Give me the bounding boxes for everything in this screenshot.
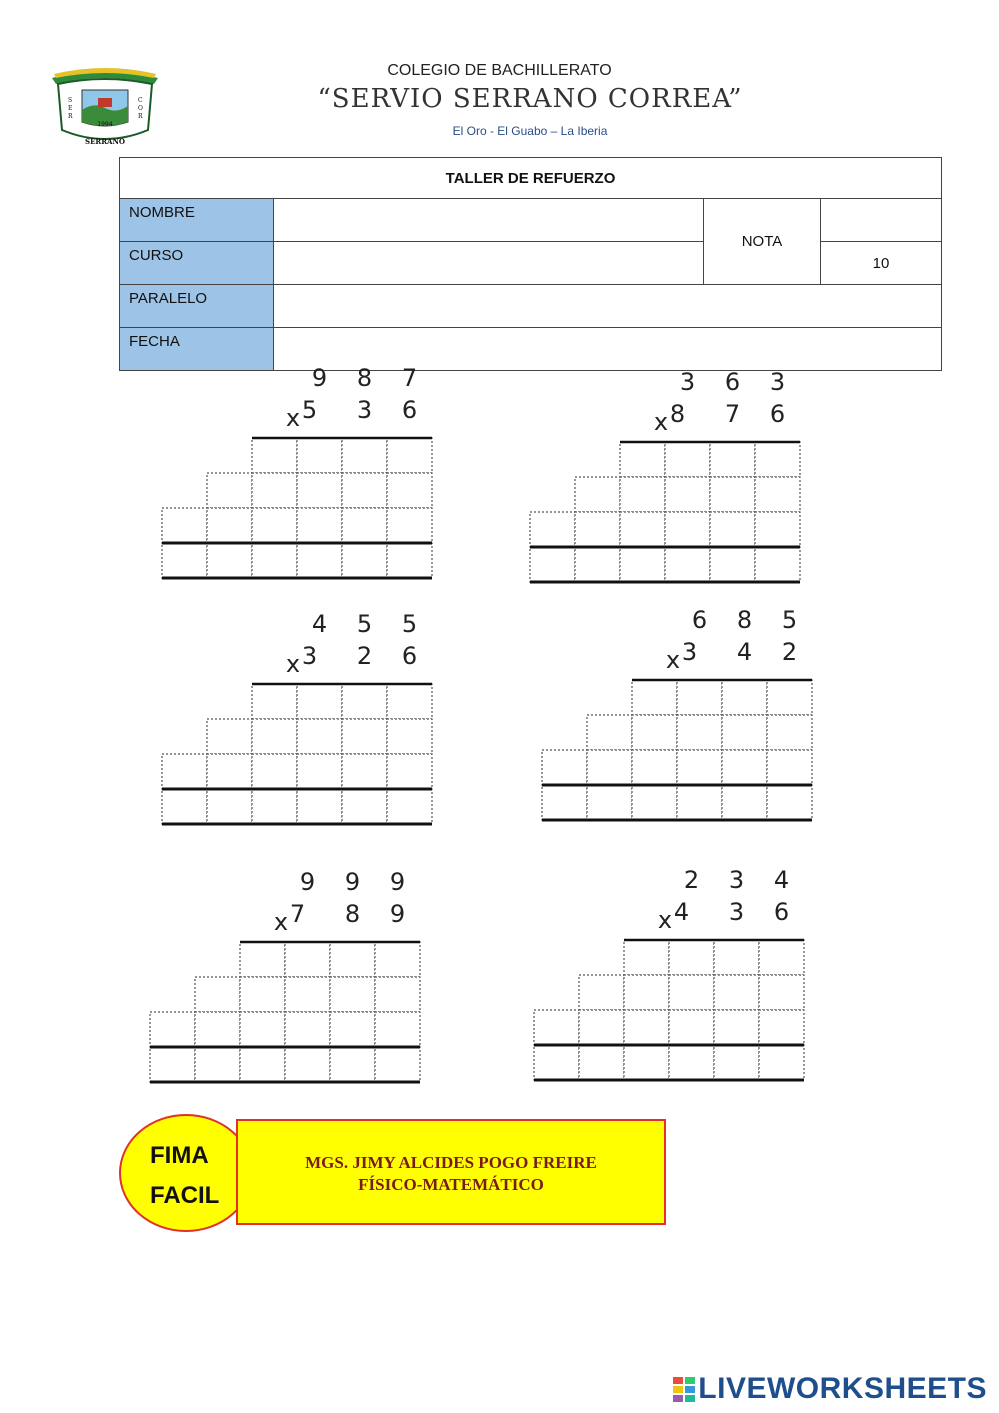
answer-cell[interactable] [342,473,387,508]
answer-cell[interactable] [755,477,800,512]
answer-cell[interactable] [252,754,297,789]
problem-grid [150,360,450,590]
multiplier-digit: 5 [301,396,318,424]
problem-grid [150,606,450,836]
answer-cell[interactable] [342,684,387,719]
multiplicand-digit: 9 [299,868,316,896]
answer-cell[interactable] [252,543,297,578]
answer-cell[interactable] [387,719,432,754]
svg-text:O: O [138,105,143,112]
answer-cell[interactable] [579,975,624,1010]
paralelo-field[interactable] [274,285,942,328]
answer-cell[interactable] [677,680,722,715]
multiplicand-digit: 4 [773,866,790,894]
answer-cell[interactable] [342,754,387,789]
multiply-sign: x [665,646,681,674]
answer-cell[interactable] [579,1045,624,1080]
multiplier-digit: 7 [724,400,741,428]
answer-cell[interactable] [387,543,432,578]
author-name: MGS. JIMY ALCIDES POGO FREIRE [305,1153,597,1172]
multiplicand-digit: 8 [356,364,373,392]
answer-cell[interactable] [587,785,632,820]
problem-grid [522,862,822,1092]
answer-cell[interactable] [714,975,759,1010]
answer-cell[interactable] [575,512,620,547]
school-heading: COLEGIO DE BACHILLERATO [387,62,612,79]
answer-cell[interactable] [297,719,342,754]
multiplicand-digit: 3 [679,368,696,396]
answer-cell[interactable] [620,512,665,547]
answer-cell[interactable] [714,1010,759,1045]
multiplier-digit: 3 [681,638,698,666]
answer-cell[interactable] [150,1012,195,1047]
answer-cell[interactable] [285,942,330,977]
answer-cell[interactable] [710,512,755,547]
answer-cell[interactable] [722,680,767,715]
answer-cell[interactable] [632,785,677,820]
multiplicand-digit: 8 [736,606,753,634]
multiplier-digit: 2 [356,642,373,670]
multiply-sign: x [657,906,673,934]
multiplier-digit: 3 [356,396,373,424]
answer-cell[interactable] [759,1010,804,1045]
answer-cell[interactable] [624,1045,669,1080]
liveworksheets-logo-icon [672,1375,698,1403]
worksheet-title: TALLER DE REFUERZO [120,158,942,199]
nota-label: NOTA [704,199,821,285]
multiplier-digit: 6 [773,898,790,926]
nombre-label: NOMBRE [120,199,274,242]
answer-cell[interactable] [759,1045,804,1080]
answer-cell[interactable] [342,508,387,543]
answer-cell[interactable] [387,508,432,543]
multiplicand-digit: 3 [769,368,786,396]
answer-cell[interactable] [624,1010,669,1045]
answer-cell[interactable] [755,512,800,547]
answer-cell[interactable] [285,977,330,1012]
answer-cell[interactable] [714,1045,759,1080]
problem-grid [530,602,830,832]
multiplicand-digit: 6 [691,606,708,634]
answer-cell[interactable] [677,715,722,750]
answer-cell[interactable] [207,543,252,578]
svg-text:R: R [68,113,73,120]
answer-cell[interactable] [297,438,342,473]
multiplication-problem-2 [518,364,818,594]
multiplier-digit: 6 [769,400,786,428]
answer-cell[interactable] [387,754,432,789]
student-info-table [119,157,942,371]
answer-cell[interactable] [342,719,387,754]
liveworksheets-brand[interactable] [672,1371,987,1407]
answer-cell[interactable] [620,547,665,582]
answer-cell[interactable] [330,942,375,977]
answer-cell[interactable] [722,785,767,820]
answer-cell[interactable] [669,940,714,975]
answer-cell[interactable] [375,1047,420,1082]
multiplier-digit: 4 [736,638,753,666]
multiplier-digit: 9 [389,900,406,928]
answer-cell[interactable] [240,977,285,1012]
svg-text:S: S [68,97,73,104]
answer-cell[interactable] [240,1012,285,1047]
multiplication-problem-6 [522,862,822,1092]
answer-cell[interactable] [207,754,252,789]
multiplicand-digit: 3 [728,866,745,894]
multiplier-digit: 3 [301,642,318,670]
answer-cell[interactable] [195,1047,240,1082]
multiplicand-digit: 5 [401,610,418,638]
answer-cell[interactable] [767,785,812,820]
answer-cell[interactable] [624,940,669,975]
answer-cell[interactable] [677,750,722,785]
multiplier-digit: 2 [781,638,798,666]
answer-cell[interactable] [669,975,714,1010]
answer-cell[interactable] [755,547,800,582]
answer-cell[interactable] [624,975,669,1010]
answer-cell[interactable] [252,789,297,824]
answer-cell[interactable] [330,977,375,1012]
answer-cell[interactable] [587,750,632,785]
answer-cell[interactable] [710,547,755,582]
fima-badge-text [150,1136,230,1216]
multiplicand-digit: 4 [311,610,328,638]
answer-cell[interactable] [665,547,710,582]
multiplier-digit: 4 [673,898,690,926]
answer-cell[interactable] [767,715,812,750]
svg-text:E: E [68,105,73,112]
multiply-sign: x [285,650,301,678]
answer-cell[interactable] [620,477,665,512]
answer-cell[interactable] [767,750,812,785]
problem-grid [138,864,438,1094]
answer-cell[interactable] [330,1012,375,1047]
multiplicand-digit: 9 [389,868,406,896]
answer-cell[interactable] [162,789,207,824]
answer-cell[interactable] [297,508,342,543]
paralelo-label: PARALELO [120,285,274,328]
curso-label: CURSO [120,242,274,285]
multiplicand-digit: 7 [401,364,418,392]
fima-line-1: FIMA [150,1142,209,1169]
multiplicand-digit: 9 [344,868,361,896]
answer-cell[interactable] [342,543,387,578]
multiplicand-digit: 2 [683,866,700,894]
fima-line-2: FACIL [150,1182,220,1209]
answer-cell[interactable] [722,750,767,785]
multiplicand-digit: 5 [781,606,798,634]
answer-cell[interactable] [530,512,575,547]
answer-cell[interactable] [252,684,297,719]
answer-cell[interactable] [162,543,207,578]
multiplier-digit: 6 [401,396,418,424]
answer-cell[interactable] [759,940,804,975]
answer-cell[interactable] [240,1047,285,1082]
svg-text:SERRANO: SERRANO [85,137,125,146]
answer-cell[interactable] [714,940,759,975]
problem-grid [518,364,818,594]
multiplier-digit: 8 [344,900,361,928]
multiply-sign: x [273,908,289,936]
svg-text:R: R [138,113,143,120]
answer-cell[interactable] [759,975,804,1010]
answer-cell[interactable] [632,715,677,750]
answer-cell[interactable] [252,438,297,473]
answer-cell[interactable] [252,473,297,508]
answer-cell[interactable] [665,442,710,477]
answer-cell[interactable] [162,508,207,543]
answer-cell[interactable] [575,477,620,512]
author-role: FÍSICO-MATEMÁTICO [358,1175,544,1194]
answer-cell[interactable] [297,543,342,578]
answer-cell[interactable] [252,508,297,543]
multiplication-problem-5 [138,864,438,1094]
multiplicand-digit: 9 [311,364,328,392]
fecha-label: FECHA [120,328,274,371]
answer-cell[interactable] [387,438,432,473]
answer-cell[interactable] [387,684,432,719]
multiplication-problem-1 [150,360,450,590]
answer-cell[interactable] [534,1045,579,1080]
multiplier-digit: 8 [669,400,686,428]
answer-cell[interactable] [150,1047,195,1082]
answer-cell[interactable] [285,1012,330,1047]
answer-cell[interactable] [665,477,710,512]
answer-cell[interactable] [285,1047,330,1082]
curso-field[interactable] [274,242,704,285]
multiply-sign: x [285,404,301,432]
answer-cell[interactable] [195,977,240,1012]
answer-cell[interactable] [542,750,587,785]
answer-cell[interactable] [297,754,342,789]
answer-cell[interactable] [579,1010,624,1045]
answer-cell[interactable] [375,977,420,1012]
answer-cell[interactable] [710,442,755,477]
author-box [236,1119,666,1225]
answer-cell[interactable] [207,508,252,543]
answer-cell[interactable] [587,715,632,750]
answer-cell[interactable] [195,1012,240,1047]
answer-cell[interactable] [297,684,342,719]
nombre-field[interactable] [274,199,704,242]
answer-cell[interactable] [207,719,252,754]
multiplier-digit: 7 [289,900,306,928]
multiplier-digit: 3 [728,898,745,926]
answer-cell[interactable] [330,1047,375,1082]
answer-cell[interactable] [534,1010,579,1045]
nota-max: 10 [821,242,942,285]
answer-cell[interactable] [342,438,387,473]
answer-cell[interactable] [620,442,665,477]
multiplicand-digit: 6 [724,368,741,396]
school-name: “SERVIO SERRANO CORREA” [317,84,743,114]
answer-cell[interactable] [375,1012,420,1047]
answer-cell[interactable] [162,754,207,789]
answer-cell[interactable] [252,719,297,754]
answer-cell[interactable] [387,789,432,824]
brand-name: LIVEWORKSHEETS [698,1372,987,1405]
answer-cell[interactable] [632,680,677,715]
answer-cell[interactable] [669,1045,714,1080]
answer-cell[interactable] [677,785,722,820]
answer-cell[interactable] [669,1010,714,1045]
answer-cell[interactable] [755,442,800,477]
answer-cell[interactable] [542,785,587,820]
multiplicand-digit: 5 [356,610,373,638]
answer-cell[interactable] [575,547,620,582]
multiplier-digit: 6 [401,642,418,670]
answer-cell[interactable] [207,789,252,824]
answer-cell[interactable] [767,680,812,715]
answer-cell[interactable] [387,473,432,508]
multiplication-problem-3 [150,606,450,836]
answer-cell[interactable] [665,512,710,547]
answer-cell[interactable] [342,789,387,824]
answer-cell[interactable] [240,942,285,977]
answer-cell[interactable] [375,942,420,977]
answer-cell[interactable] [632,750,677,785]
svg-text:C: C [138,97,143,104]
multiply-sign: x [653,408,669,436]
answer-cell[interactable] [207,473,252,508]
answer-cell[interactable] [710,477,755,512]
answer-cell[interactable] [297,473,342,508]
multiplication-problem-4 [530,602,830,832]
nota-field[interactable] [821,199,942,242]
school-location: El Oro - El Guabo – La Iberia [452,124,608,138]
answer-cell[interactable] [297,789,342,824]
answer-cell[interactable] [722,715,767,750]
svg-text:1994: 1994 [97,121,113,128]
answer-cell[interactable] [530,547,575,582]
